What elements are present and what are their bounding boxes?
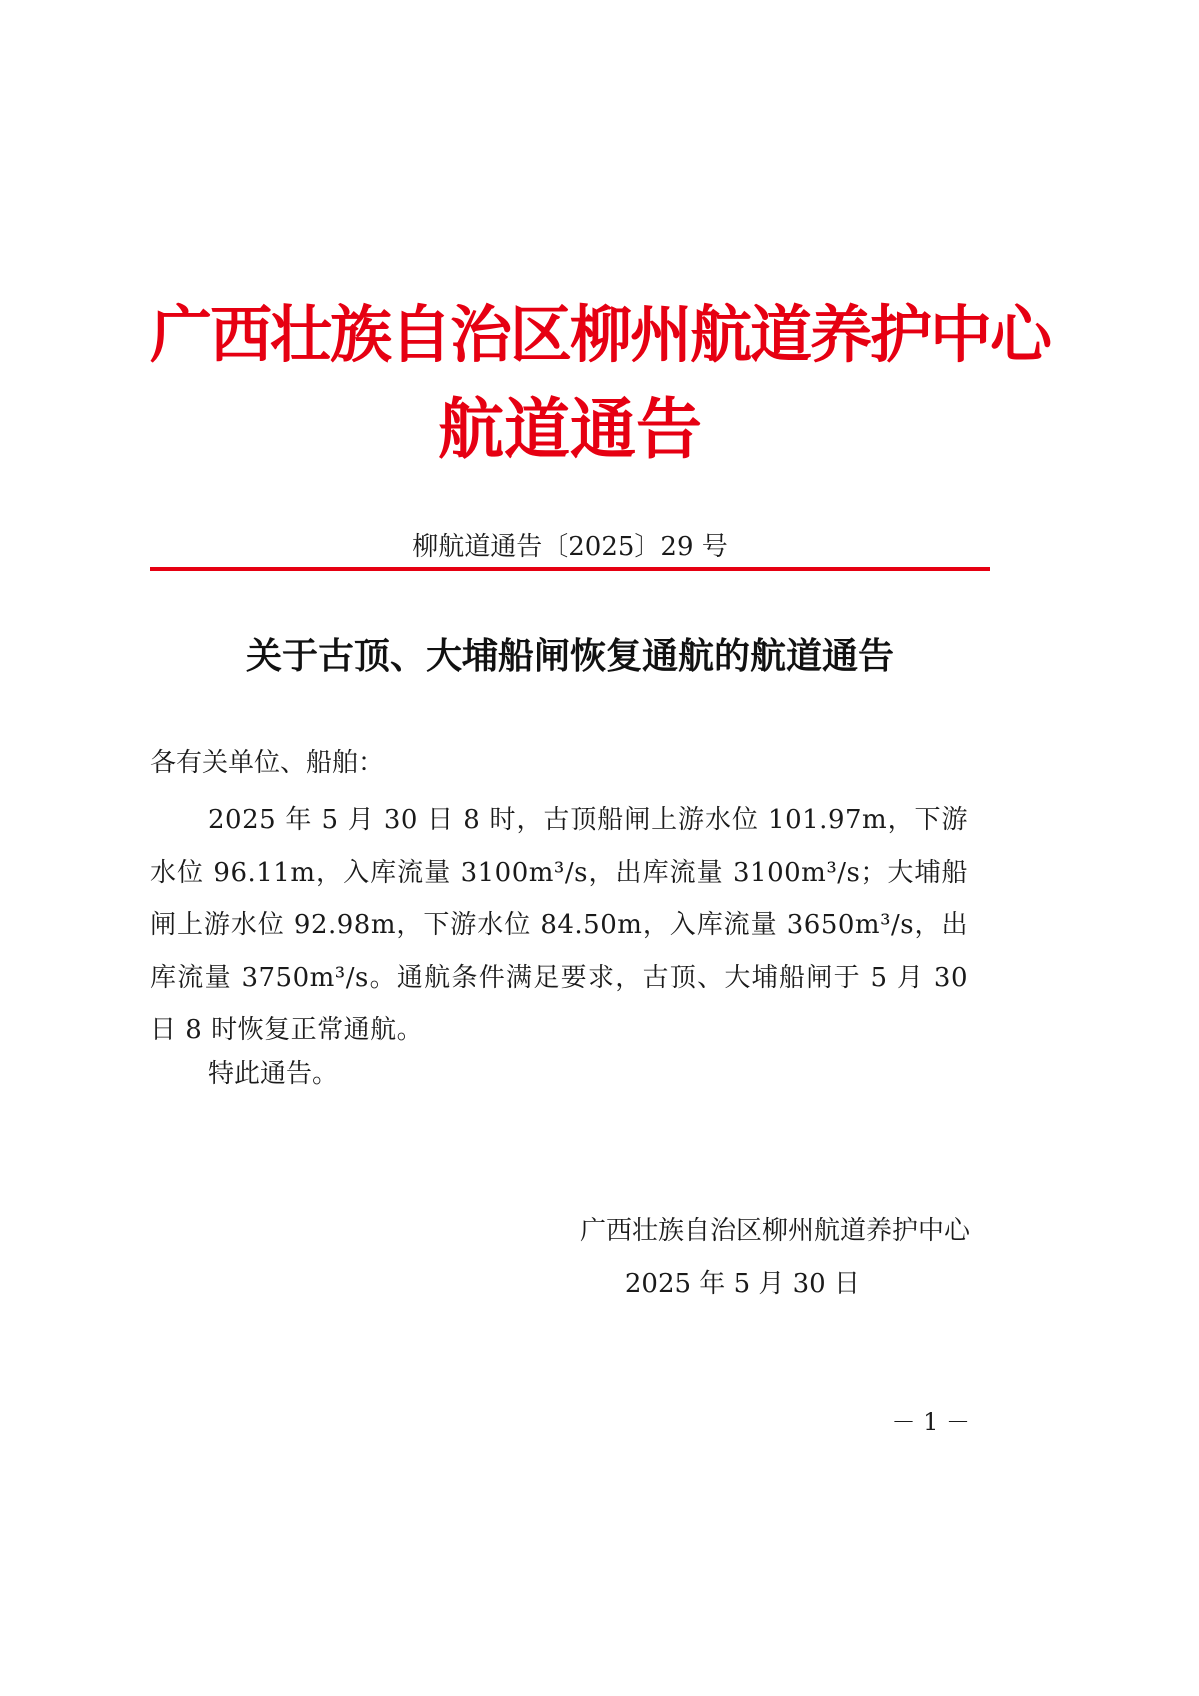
red-divider-line [150,567,990,571]
page-number: － 1 － [891,1408,970,1436]
salutation: 各有关单位、船舶： [150,748,385,778]
signature-organization: 广西壮族自治区柳州航道养护中心 [579,1216,970,1246]
document-number: 柳航道通告〔2025〕29 号 [412,532,728,562]
signature-date: 2025 年 5 月 30 日 [624,1269,860,1299]
issuing-organization-header: 广西壮族自治区柳州航道养护中心 [150,298,1051,371]
document-type-header: 航道通告 [438,390,702,468]
notice-title: 关于古顶、大埔船闸恢复通航的航道通告 [245,635,894,677]
notice-body-paragraph: 2025 年 5 月 30 日 8 时，古顶船闸上游水位 101.97m，下游水位 96.11m，入库流量 3100m³/s，出库流量 3100m³/s；大埔船闸上游水位 92.98m，下游水位 84.50m，入库流量 3650m³/s，出库流量 3750m³/s。通航条件满足要求，古顶、大埔船闸于 5 月 30 日 8 时恢复正常通航。 [150,805,968,1045]
closing-remark: 特此通告。 [208,1059,339,1089]
